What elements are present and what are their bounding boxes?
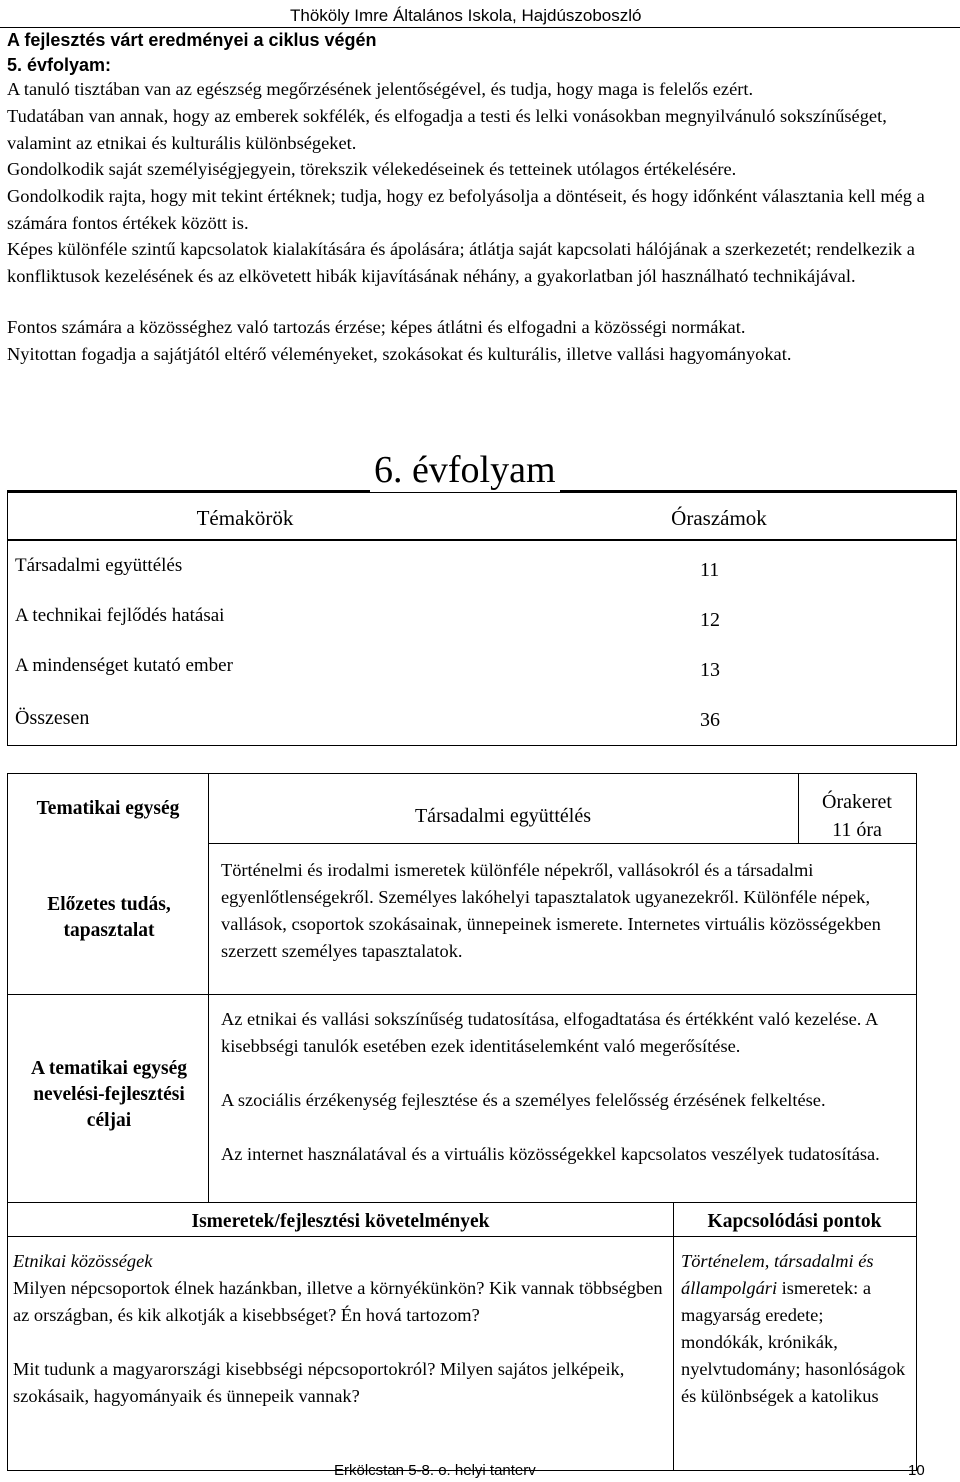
topic-name: A mindenséget kutató ember (15, 655, 233, 676)
connections-text (681, 1248, 909, 1410)
label-requirements: Ismeretek/fejlesztési követelmények (191, 1211, 490, 1232)
connections-detail: ismeretek: a magyarság eredete; mondókák, krónikák, nyelvtudomány; hasonlóságok és különbségek a katolikus (681, 1278, 906, 1406)
grade-title: 6. évfolyam (370, 448, 560, 492)
connections-subject: Történelem, társadalmi és állampolgári (681, 1251, 874, 1298)
prior-knowledge-text: Történelmi és irodalmi ismeretek különféle népekről, vallásokról és a társadalmi egyenlőtlenségekről. Személyes lakóhelyi tapasztalatok ugyanezekről. Különféle népek, vallások, csoportok szokásainak, ünnepeinek ismerete. Internetes virtuális közösségekben szerzett személyes tapasztalatok. (221, 860, 881, 961)
outcome-paragraph: Gondolkodik rajta, hogy mit tekint értéknek; tudja, hogy ez befolyásolja a döntéseit, és hogy időnként választania kell még a számára fontos értékek között is. (7, 186, 925, 233)
topic-hours: 13 (700, 659, 720, 681)
outcome-paragraph: Képes különféle szintű kapcsolatok kialakítására és ápolására; átlátja saját kapcsolati hálójának a szerkezetét; rendelkezik a konfliktusok kezelésének és az elkövetett hibák kijavításának néhány, a gyakorlatban jól használható technikájával. (7, 239, 915, 286)
outcome-paragraph: A tanuló tisztában van az egészség megőrzésének jelentőségével, és tudja, hogy maga is felelős ezért. (7, 79, 754, 99)
label-prior-knowledge: Előzetes tudás, tapasztalat (47, 894, 171, 941)
outcome-paragraph: Nyitottan fogadja a sajátjától eltérő véleményeket, szokásokat és kulturális, illetve vallási hagyományokat. (7, 344, 792, 364)
grid-line (8, 1236, 916, 1237)
outcome-paragraph: Fontos számára a közösséghez való tartozás érzése; képes átlátni és elfogadni a közösségi normákat. (7, 317, 746, 337)
label-connections: Kapcsolódási pontok (707, 1211, 882, 1232)
thematic-unit-table (7, 773, 917, 1471)
topic-hours: 12 (700, 609, 720, 631)
topic-name: Társadalmi együttélés (15, 555, 183, 576)
grid-line (8, 994, 916, 995)
table-row (8, 541, 956, 591)
table-row (8, 641, 956, 691)
table-row (8, 691, 956, 741)
label-hours: Órakeret (822, 791, 892, 813)
outcome-paragraph: Gondolkodik saját személyiségjegyein, törekszik vélekedéseinek és tetteinek utólagos értékelésére. (7, 159, 737, 179)
topic-hours: 11 (700, 559, 720, 581)
footer-doc-title: Erkölcstan 5-8. o. helyi tanterv (334, 1462, 536, 1479)
requirements-line: Milyen népcsoportok élnek hazánkban, illetve a környékünkön? Kik vannak többségben az országban, és kik alkotják a kisebbséget? Én hová tartozom? (13, 1278, 663, 1325)
label-unit: Tematikai egység (36, 798, 180, 819)
grid-line (673, 1202, 674, 1470)
table-row (8, 591, 956, 641)
topic-hours-table (7, 490, 957, 746)
running-header: Thököly Imre Általános Iskola, Hajdúszoboszló (290, 6, 642, 25)
topic-name: Összesen (15, 707, 90, 729)
unit-hours: 11 óra (832, 819, 882, 841)
section-title: A fejlesztés várt eredményei a ciklus végén (7, 30, 377, 50)
topic-name: A technikai fejlődés hatásai (15, 605, 225, 626)
goals-line: A szociális érzékenység fejlesztése és a személyes felelősség érzésének felkeltése. (221, 1090, 826, 1110)
column-header-hours: Óraszámok (482, 491, 956, 541)
column-header-topics: Témakörök (8, 491, 482, 541)
goals-line: Az etnikai és vallási sokszínűség tudatosítása, elfogadtatása és értékként való kezelése. A kisebbségi tanulók esetében ezek identitáselemként való megerősítése. (221, 1009, 878, 1056)
label-goals: A tematikai egység nevelési-fejlesztési céljai (31, 1058, 187, 1131)
topic-hours: 36 (700, 709, 720, 731)
grade-label: 5. évfolyam: (7, 55, 112, 75)
requirements-heading: Etnikai közösségek (13, 1251, 153, 1271)
requirements-line: Mit tudunk a magyarországi kisebbségi népcsoportokról? Milyen sajátos jelképeik, szokásaik, hagyományaik és ünnepeik vannak? (13, 1359, 625, 1406)
grid-line (208, 774, 209, 1202)
header-rule (0, 27, 960, 28)
goals-line: Az internet használatával és a virtuális közösségekkel kapcsolatos veszélyek tudatosítása. (221, 1144, 880, 1164)
grid-line (8, 1202, 916, 1203)
outcome-paragraph: Tudatában van annak, hogy az emberek sokfélék, és elfogadja a testi és lelki vonásokban megnyilvánuló sokszínűséget, valamint az etnikai és kulturális különbségeket. (7, 106, 887, 153)
unit-name: Társadalmi együttélés (414, 805, 592, 827)
page-number: 10 (908, 1462, 925, 1479)
